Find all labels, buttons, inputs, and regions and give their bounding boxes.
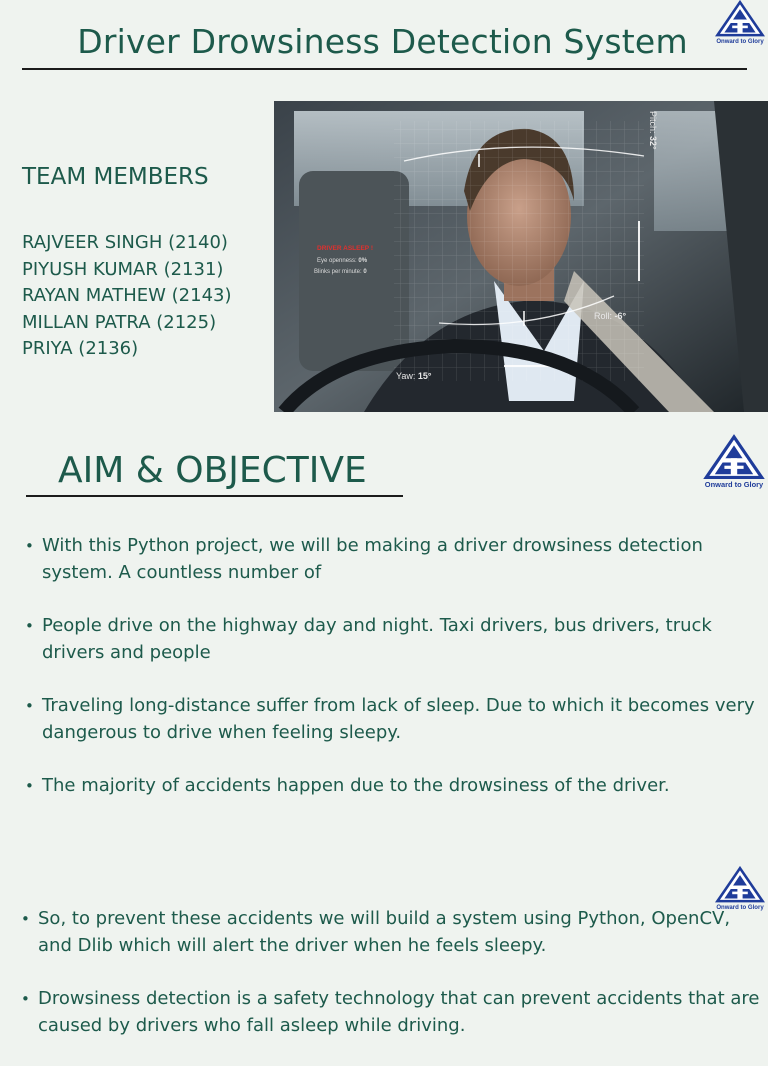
team-member: RAYAN MATHEW (2143)	[22, 285, 232, 306]
alert-label: DRIVER ASLEEP !	[317, 245, 373, 252]
list-item: • Drowsiness detection is a safety technology that can prevent accidents that are caused by drivers who fall asleep while driving.	[18, 986, 762, 1039]
aim-divider	[26, 495, 403, 497]
svg-text:Eye openness: 0%: Eye openness: 0%	[317, 258, 368, 264]
svg-text:Roll: -6°: Roll: -6°	[594, 311, 627, 321]
list-item: • So, to prevent these accidents we will build a system using Python, OpenCV, and Dlib which will alert the driver when he feels sleepy.	[18, 906, 762, 959]
aim-bullet-list	[22, 533, 762, 827]
team-heading: TEAM MEMBERS	[22, 164, 209, 190]
list-item: • With this Python project, we will be making a driver drowsiness detection system. A countless number of	[22, 533, 762, 586]
aim-heading: AIM & OBJECTIVE	[58, 450, 367, 491]
driver-photo	[274, 101, 768, 412]
team-member: PRIYA (2136)	[22, 338, 139, 359]
svg-text:Blinks per minute: 0: Blinks per minute: 0	[314, 269, 367, 275]
svg-text:Onward to Glory: Onward to Glory	[704, 480, 764, 490]
college-logo	[702, 434, 766, 491]
college-logo	[714, 0, 766, 46]
solution-bullet-list	[18, 906, 762, 1066]
title-divider	[22, 68, 747, 70]
svg-text:Onward to Glory: Onward to Glory	[716, 38, 764, 45]
team-member: RAJVEER SINGH (2140)	[22, 232, 228, 253]
list-item: • Traveling long-distance suffer from lack of sleep. Due to which it becomes very dangerous to drive when feeling sleepy.	[22, 693, 762, 746]
team-member-list	[22, 230, 232, 363]
page-title: Driver Drowsiness Detection System	[77, 22, 688, 61]
team-member: PIYUSH KUMAR (2131)	[22, 258, 224, 280]
svg-text:Onward to Glory: Onward to Glory	[716, 904, 764, 911]
list-item: • The majority of accidents happen due to the drowsiness of the driver.	[22, 773, 762, 800]
team-member: MILLAN PATRA (2125)	[22, 311, 217, 333]
svg-text:Pitch: 32°: Pitch: 32°	[648, 111, 658, 150]
list-item: • People drive on the highway day and night. Taxi drivers, bus drivers, truck drivers and people	[22, 613, 762, 666]
svg-text:Yaw: 15°: Yaw: 15°	[396, 371, 432, 381]
